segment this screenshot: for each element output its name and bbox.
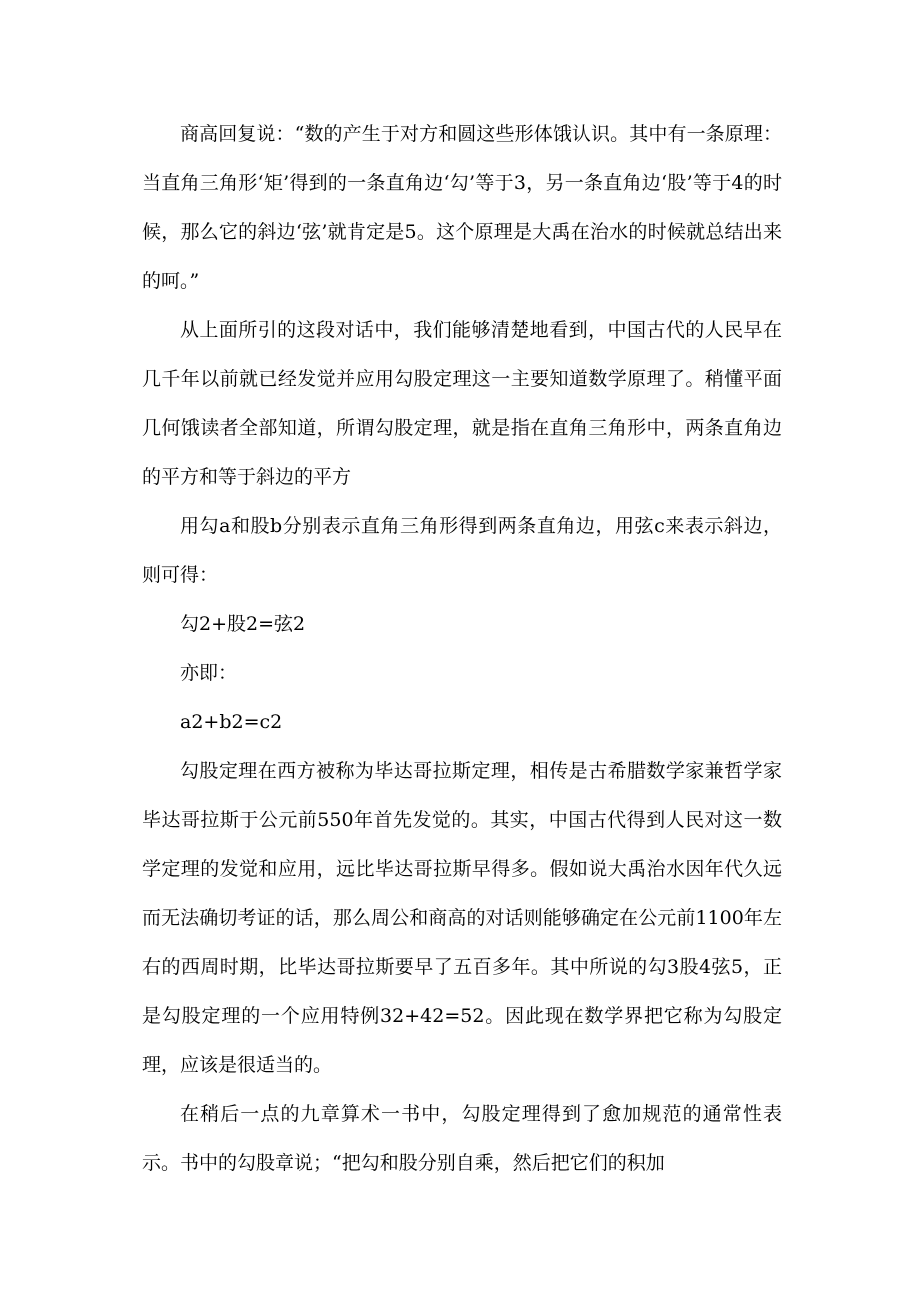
paragraph-pythagoras: 勾股定理在西方被称为毕达哥拉斯定理，相传是古希腊数学家兼哲学家毕达哥拉斯于公元前550年首先发觉的。其实，中国古代得到人民对这一数学定理的发觉和应用，远比毕达哥拉斯早得多。假如说大禹治水因年代久远而无法确切考证的话，那么周公和商高的对话则能够确定在公元前1100年左右的西周时期，比毕达哥拉斯要早了五百多年。其中所说的勾3股4弦5，正是勾股定理的一个应用特例32+42=52。因此现在数学界把它称为勾股定理，应该是很适当的。 — [142, 760, 782, 1076]
formula-abc: a2+b2=c2 — [180, 711, 283, 733]
formula-label: 亦即： — [180, 662, 238, 684]
paragraph-nine-chapters: 在稍后一点的九章算术一书中，勾股定理得到了愈加规范的通常性表示。书中的勾股章说；“把勾和股分别自乘，然后把它们的积加 — [142, 1103, 782, 1174]
paragraph-shanggao-reply: 商高回复说：“数的产生于对方和圆这些形体饿认识。其中有一条原理：当直角三角形‘矩’得到的一条直角边‘勾’等于3，另一条直角边‘股’等于4的时候，那么它的斜边‘弦’就肯定是5。这个原理是大禹在治水的时候就总结出来的呵。” — [142, 123, 782, 292]
paragraph-ancient-china: 从上面所引的这段对话中，我们能够清楚地看到，中国古代的人民早在几千年以前就已经发觉并应用勾股定理这一主要知道数学原理了。稍懂平面几何饿读者全部知道，所谓勾股定理，就是指在直角三角形中，两条直角边的平方和等于斜边的平方 — [142, 319, 782, 488]
paragraph-notation: 用勾a和股b分别表示直角三角形得到两条直角边，用弦c来表示斜边，则可得： — [142, 515, 782, 586]
document-page — [142, 110, 782, 1188]
formula-gougu: 勾2+股2=弦2 — [180, 613, 306, 635]
